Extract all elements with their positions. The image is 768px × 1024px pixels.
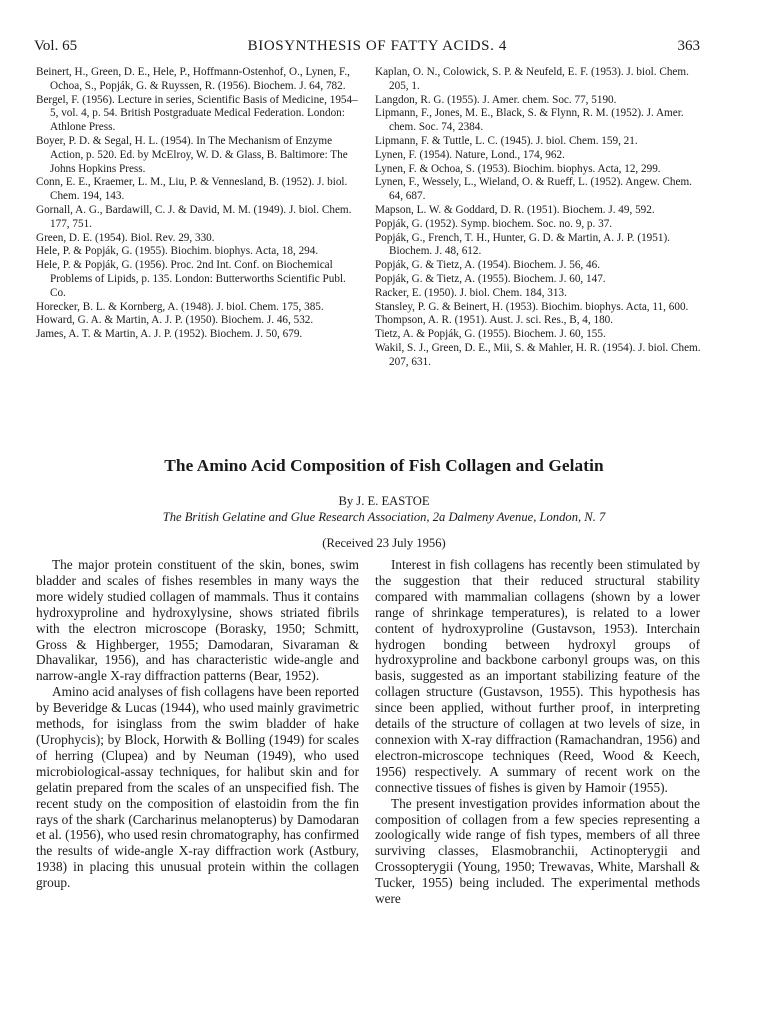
- references-right-column: [375, 66, 701, 370]
- reference-entry: Beinert, H., Green, D. E., Hele, P., Hoffmann-Ostenhof, O., Lynen, F., Ochoa, S., Popják, G. & Ruyssen, R. (1956). Biochem. J. 64, 782.: [36, 66, 350, 92]
- reference-entry: James, A. T. & Martin, A. J. P. (1952). Biochem. J. 50, 679.: [36, 328, 303, 341]
- reference-entry: Lynen, F. (1954). Nature, Lond., 174, 962.: [375, 148, 565, 161]
- reference-entry: Howard, G. A. & Martin, A. J. P. (1950). Biochem. J. 46, 532.: [36, 314, 314, 327]
- body-paragraph: Amino acid analyses of fish collagens have been reported by Beveridge & Lucas (1944), who used mainly gravimetric methods, for isinglass from the swim bladder of hake (Urophycis); by Block, Horwith & Bolling (1949) for scales of herring (Clupea) and by Neuman (1949), who used microbiological-assay techniques, for halibut skin and for gelatin prepared from the scales of an unspecified fish. The recent study on the composition of elastoidin from the fin rays of the shark (Carcharinus melanopterus) by Damodaran et al. (1956), who used resin chromatography, has confirmed the results of wide-angle X-ray diffraction work (Astbury, 1938) in placing this unusual protein within the collagen group.: [36, 684, 359, 891]
- page-number: 363: [677, 38, 700, 54]
- running-header: [34, 38, 700, 60]
- reference-entry: Horecker, B. L. & Kornberg, A. (1948). J. biol. Chem. 175, 385.: [36, 300, 324, 313]
- reference-entry: Thompson, A. R. (1951). Aust. J. sci. Res., B, 4, 180.: [375, 314, 614, 327]
- reference-entry: Hele, P. & Popják, G. (1956). Proc. 2nd Int. Conf. on Biochemical Problems of Lipids, p. 135. London: Butterworths Scientific Publ. Co.: [36, 259, 346, 299]
- reference-entry: Popják, G. (1952). Symp. biochem. Soc. no. 9, p. 37.: [375, 217, 613, 230]
- reference-entry: Racker, E. (1950). J. biol. Chem. 184, 313.: [375, 286, 567, 299]
- reference-entry: Bergel, F. (1956). Lecture in series, Scientific Basis of Medicine, 1954–5, vol. 4, p. 54. British Postgraduate Medical Federation. London: Athlone Press.: [36, 93, 358, 134]
- reference-entry: Lynen, F., Wessely, L., Wieland, O. & Rueff, L. (1952). Angew. Chem. 64, 687.: [375, 176, 692, 203]
- reference-entry: Hele, P. & Popják, G. (1955). Biochim. biophys. Acta, 18, 294.: [36, 245, 319, 258]
- reference-entry: Langdon, R. G. (1955). J. Amer. chem. Soc. 77, 5190.: [375, 93, 617, 106]
- reference-entry: Conn, E. E., Kraemer, L. M., Liu, P. & Vennesland, B. (1952). J. biol. Chem. 194, 143.: [36, 176, 348, 203]
- reference-entry: Tietz, A. & Popják, G. (1955). Biochem. J. 60, 155.: [375, 328, 606, 341]
- volume-number: Vol. 65: [34, 38, 78, 54]
- received-date: (Received 23 July 1956): [322, 536, 446, 550]
- reference-entry: Green, D. E. (1954). Biol. Rev. 29, 330.: [36, 231, 215, 244]
- body-left-column: [36, 557, 359, 891]
- reference-entry: Popják, G., French, T. H., Hunter, G. D. & Martin, A. J. P. (1951). Biochem. J. 48, 612.: [375, 231, 670, 258]
- author-affiliation: The British Gelatine and Glue Research Association, 2a Dalmeny Avenue, London, N. 7: [162, 510, 606, 524]
- reference-entry: Kaplan, O. N., Colowick, S. P. & Neufeld, E. F. (1953). J. biol. Chem. 205, 1.: [375, 66, 689, 92]
- body-paragraph: The major protein constituent of the skin, bones, swim bladder and scales of fishes resembles in many ways the more widely studied collagen of mammals. Thus it contains hydroxyproline and hydroxylysine, shows striated fibrils with the electron microscope (Borasky, 1950; Schmitt, Gross & Highberger, 1955; Damodaran, Sivaraman & Dhavalikar, 1956), and has characteristic wide-angle and narrow-angle X-ray diffraction patterns (Bear, 1952).: [36, 557, 359, 684]
- reference-entry: Gornall, A. G., Bardawill, C. J. & David, M. M. (1949). J. biol. Chem. 177, 751.: [36, 203, 352, 230]
- reference-entry: Stansley, P. G. & Beinert, H. (1953). Biochim. biophys. Acta, 11, 600.: [375, 300, 689, 313]
- body-right-column: [375, 557, 700, 907]
- reference-entry: Popják, G. & Tietz, A. (1954). Biochem. J. 56, 46.: [375, 259, 600, 272]
- reference-entry: Popják, G. & Tietz, A. (1955). Biochem. J. 60, 147.: [375, 272, 606, 285]
- reference-entry: Wakil, S. J., Green, D. E., Mii, S. & Mahler, H. R. (1954). J. biol. Chem. 207, 631.: [375, 341, 701, 368]
- reference-entry: Boyer, P. D. & Segal, H. L. (1954). In The Mechanism of Enzyme Action, p. 520. Ed. by McElroy, W. D. & Glass, B. Baltimore: The Johns Hopkins Press.: [36, 134, 348, 175]
- article-title: The Amino Acid Composition of Fish Collagen and Gelatin: [164, 456, 604, 475]
- reference-entry: Lynen, F. & Ochoa, S. (1953). Biochim. biophys. Acta, 12, 299.: [375, 162, 661, 175]
- reference-entry: Lipmann, F., Jones, M. E., Black, S. & Flynn, R. M. (1952). J. Amer. chem. Soc. 74, 2384.: [375, 107, 684, 134]
- running-title: BIOSYNTHESIS OF FATTY ACIDS. 4: [247, 38, 507, 54]
- author-byline: By J. E. EASTOE: [338, 494, 430, 508]
- body-paragraph: Interest in fish collagens has recently been stimulated by the suggestion that their reduced structural stability compared with mammalian collagens (shown by a lower range of shrinkage temperatures), is related to a lower content of hydroxyproline (Gustavson, 1953). Interchain hydrogen bonding between hydroxyl groups of hydroxyproline and backbone carbonyl groups was, on this basis, suggested as an important stabilizing feature of the collagen structure (Gustavson, 1955). This hypothesis has since been applied, without further proof, in interpreting details of the structure of collagen at two levels of size, in connexion with X-ray diffraction (Ramachandran, 1956) and electron-microscope techniques (Reed, Wood & Keech, 1956) respectively. A summary of recent work on the connective tissues of fishes is given by Hamoir (1955).: [375, 557, 700, 795]
- reference-entry: Mapson, L. W. & Goddard, D. R. (1951). Biochem. J. 49, 592.: [375, 203, 655, 216]
- body-paragraph: The present investigation provides information about the composition of collagen from a few species representing a zoologically wide range of fish types, members of all three surviving classes, Elasmobranchii, Actinopterygii and Crossopterygii (Young, 1950; Trewavas, White, Marshall & Tucker, 1955) being included. The experimental methods were: [375, 795, 700, 907]
- references-left-column: [36, 66, 363, 342]
- reference-entry: Lipmann, F. & Tuttle, L. C. (1945). J. biol. Chem. 159, 21.: [375, 134, 638, 147]
